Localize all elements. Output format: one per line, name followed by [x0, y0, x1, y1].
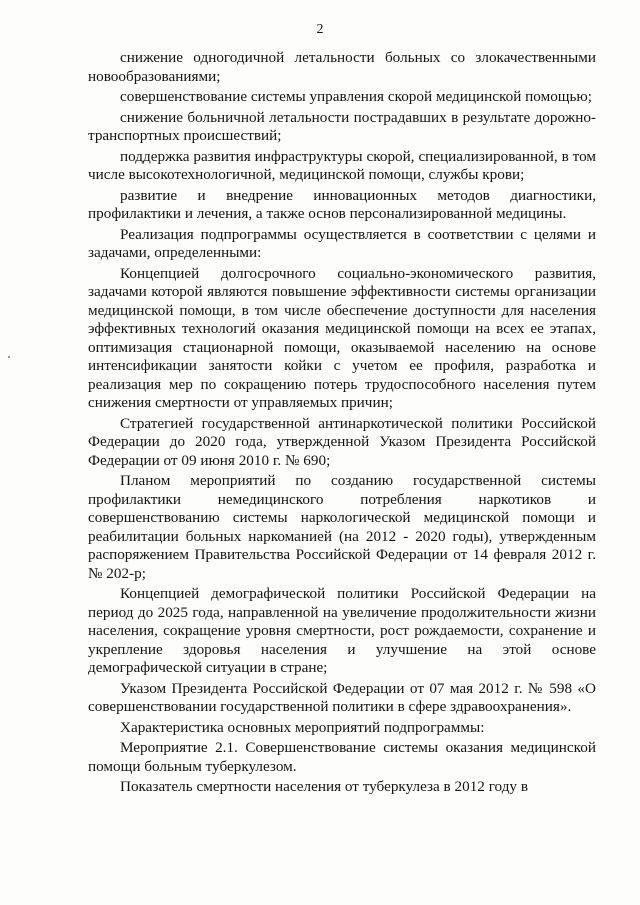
paragraph: Стратегией государственной антинаркотической политики Российской Федерации до 2020 года, утвержденной Указом Президента Российской Федерации от 09 июня 2010 г. № 690;: [88, 414, 596, 469]
document-body: [88, 49, 596, 799]
scan-speck: [8, 356, 10, 358]
paragraph: совершенствование системы управления скорой медицинской помощью;: [120, 88, 592, 105]
page-number: 2: [316, 22, 324, 37]
paragraph: Указом Президента Российской Федерации от 07 мая 2012 г. № 598 «О совершенствовании государственной политики в сфере здравоохранения».: [88, 679, 596, 715]
paragraph: Планом мероприятий по созданию государственной системы профилактики немедицинского потребления наркотиков и совершенствованию системы наркологической медицинской помощи и реабилитации больных наркоманией (на 2012 - 2020 годы), утвержденным распоряжением Правительства Российской Федерации от 14 февраля 2012 г. № 202-р;: [88, 472, 596, 582]
paragraph: Показатель смертности населения от туберкулеза в 2012 году в: [120, 778, 528, 795]
paragraph: развитие и внедрение инновационных методов диагностики, профилактики и лечения, а также основ персонализированной медицины.: [88, 186, 596, 222]
paragraph: Концепцией демографической политики Российской Федерации на период до 2025 года, направленной на увеличение продолжительности жизни населения, сокращение уровня смертности, рост рождаемости, сохранение и укрепление здоровья населения и улучшение на этой основе демографической ситуации в стране;: [88, 585, 596, 676]
paragraph: Реализация подпрограммы осуществляется в соответствии с целями и задачами, определенными:: [88, 225, 596, 261]
paragraph: Характеристика основных мероприятий подпрограммы:: [120, 718, 485, 736]
paragraph: снижение одногодичной летальности больных со злокачественными новообразованиями;: [88, 49, 596, 85]
paragraph: снижение больничной летальности пострадавших в результате дорожно-транспортных происшествий;: [88, 108, 596, 144]
paragraph: Концепцией долгосрочного социально-экономического развития, задачами которой являются повышение эффективности системы организации медицинской помощи, в том числе обеспечение доступности для населения эффективных технологий оказания медицинской помощи на всех ее этапах, оптимизация стационарной помощи, оказываемой населению на основе интенсификации занятости койки с учетом ее профиля, разработка и реализация мер по сокращению потерь трудоспособного населения путем снижения смертности от управляемых причин;: [88, 264, 596, 411]
paragraph: поддержка развития инфраструктуры скорой, специализированной, в том числе высокотехнологичной, медицинской помощи, службы крови;: [88, 147, 596, 183]
paragraph: Мероприятие 2.1. Совершенствование системы оказания медицинской помощи больным туберкулезом.: [88, 739, 596, 775]
